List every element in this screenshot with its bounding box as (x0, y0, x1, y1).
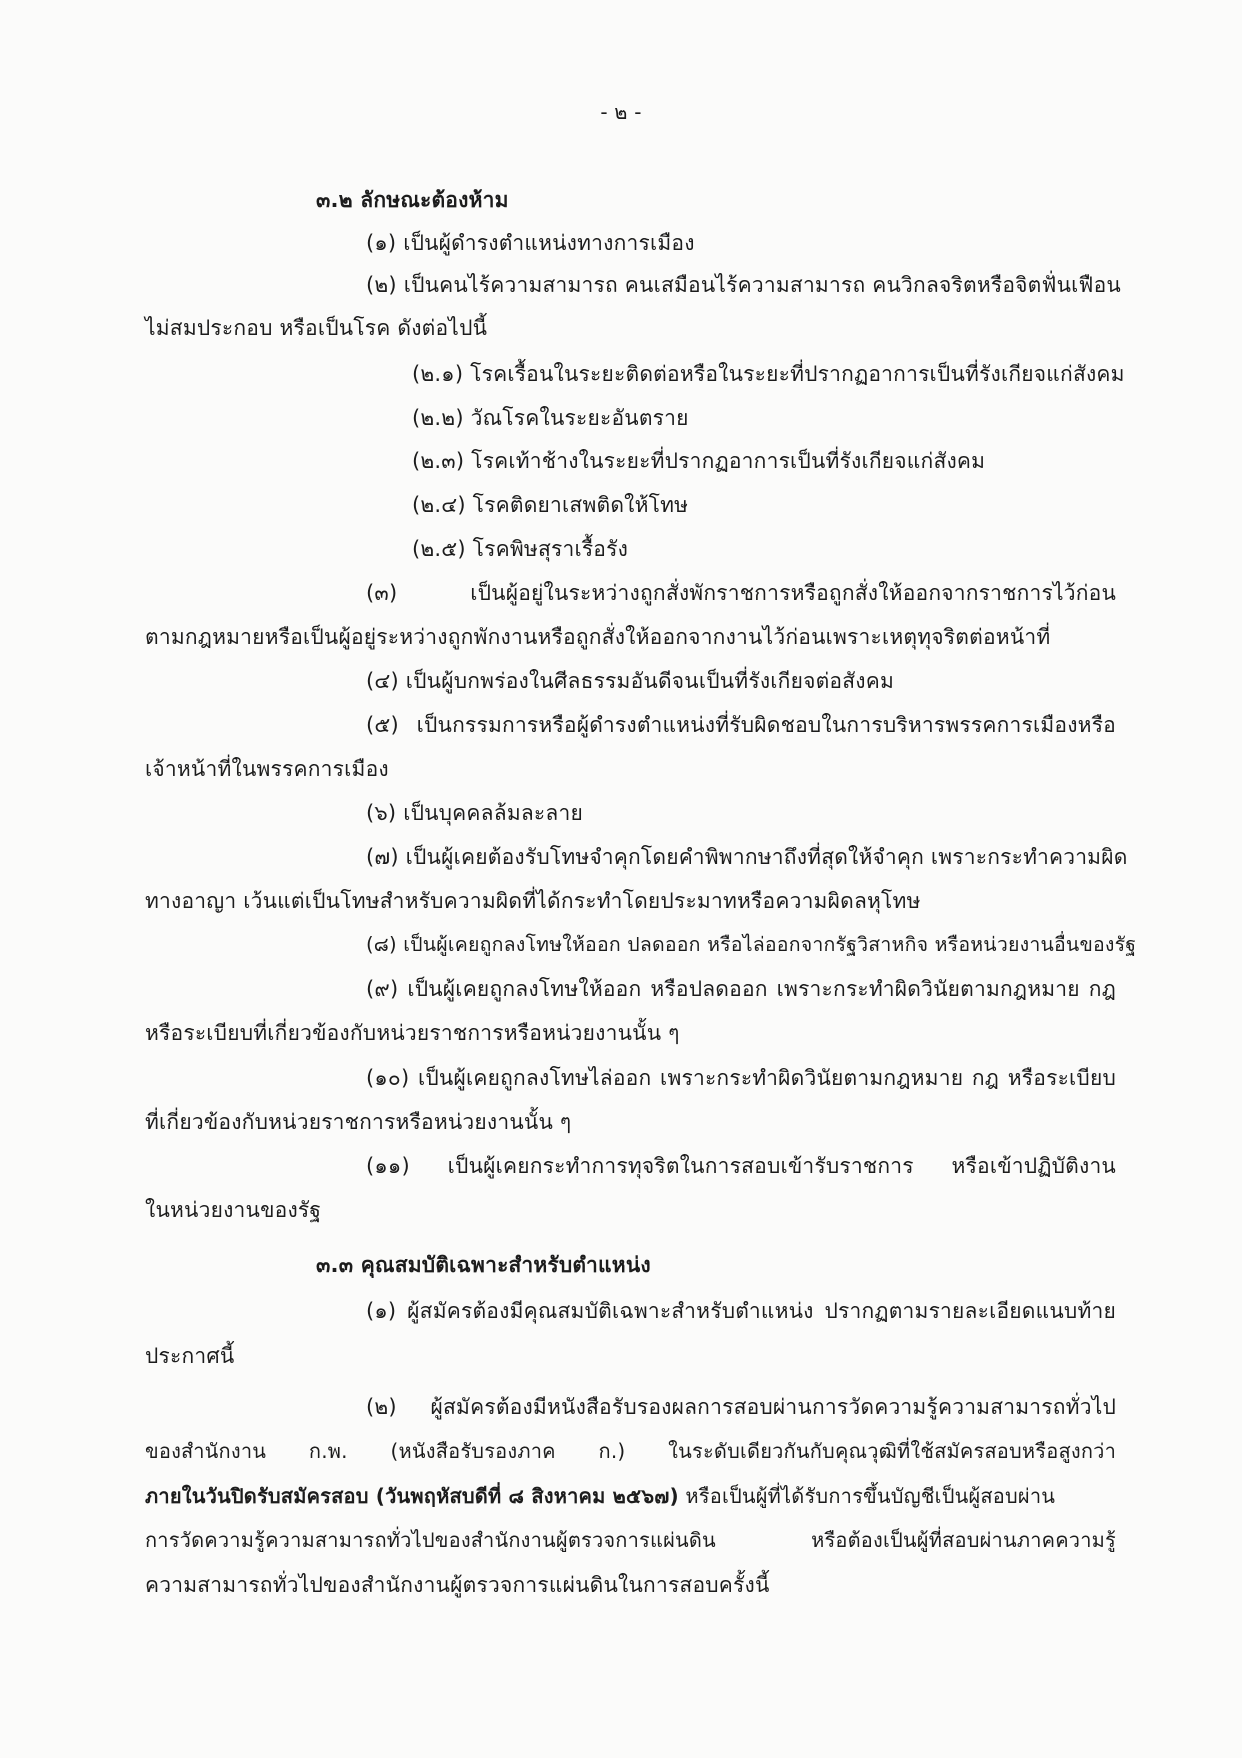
qual-2-line-3 (145, 1481, 1116, 1511)
qual-2-line-4: การวัดความรู้ความสามารถทั่วไปของสำนักงานผู้ตรวจการแผ่นดิน หรือต้องเป็นผู้ที่สอบผ่านภาคความรู้ (145, 1528, 1116, 1552)
item-2-line-2: ไม่สมประกอบ หรือเป็นโรค ดังต่อไปนี้ (145, 316, 488, 340)
item-2-line-1: (๒) เป็นคนไร้ความสามารถ คนเสมือนไร้ความสามารถ คนวิกลจริตหรือจิตฟั่นเฟือน (366, 273, 1121, 297)
item-11-line-2: ในหน่วยงานของรัฐ (145, 1198, 322, 1222)
item-2-4: (๒.๔) โรคติดยาเสพติดให้โทษ (412, 493, 689, 517)
qual-2-line-1: (๒) ผู้สมัครต้องมีหนังสือรับรองผลการสอบผ่านการวัดความรู้ความสามารถทั่วไป (366, 1395, 1116, 1419)
item-10-line-1: (๑๐) เป็นผู้เคยถูกลงโทษไล่ออก เพราะกระทำผิดวินัยตามกฎหมาย กฎ หรือระเบียบ (366, 1066, 1116, 1090)
item-2-3: (๒.๓) โรคเท้าช้างในระยะที่ปรากฏอาการเป็นที่รังเกียจแก่สังคม (412, 449, 986, 473)
section-3-2-heading: ๓.๒ ลักษณะต้องห้าม (316, 188, 509, 212)
page-number: - ๒ - (600, 100, 642, 124)
item-7-line-2: ทางอาญา เว้นแต่เป็นโทษสำหรับความผิดที่ได้กระทำโดยประมาทหรือความผิดลหุโทษ (145, 889, 921, 913)
qual-2-line-2: ของสำนักงาน ก.พ. (หนังสือรับรองภาค ก.) ในระดับเดียวกันกับคุณวุฒิที่ใช้สมัครสอบหรือสูงกว่า (145, 1439, 1116, 1463)
item-1: (๑) เป็นผู้ดำรงตำแหน่งทางการเมือง (366, 231, 695, 255)
item-3-line-1: (๓) เป็นผู้อยู่ในระหว่างถูกสั่งพักราชการหรือถูกสั่งให้ออกจากราชการไว้ก่อน (366, 581, 1116, 605)
item-4: (๔) เป็นผู้บกพร่องในศีลธรรมอันดีจนเป็นที่รังเกียจต่อสังคม (366, 669, 895, 693)
qual-2-line-5: ความสามารถทั่วไปของสำนักงานผู้ตรวจการแผ่นดินในการสอบครั้งนี้ (145, 1573, 770, 1597)
item-10-line-2: ที่เกี่ยวข้องกับหน่วยราชการหรือหน่วยงานนั้น ๆ (145, 1110, 572, 1134)
item-11-line-1: (๑๑) เป็นผู้เคยกระทำการทุจริตในการสอบเข้ารับราชการ หรือเข้าปฏิบัติงาน (366, 1154, 1116, 1178)
item-3-line-2: ตามกฎหมายหรือเป็นผู้อยู่ระหว่างถูกพักงานหรือถูกสั่งให้ออกจากงานไว้ก่อนเพราะเหตุทุจริตต่อหน้าที่ (145, 625, 1051, 649)
qual-1-line-1: (๑) ผู้สมัครต้องมีคุณสมบัติเฉพาะสำหรับตำแหน่ง ปรากฏตามรายละเอียดแนบท้าย (366, 1299, 1116, 1323)
item-2-2: (๒.๒) วัณโรคในระยะอันตราย (412, 406, 689, 430)
item-9-line-1: (๙) เป็นผู้เคยถูกลงโทษให้ออก หรือปลดออก เพราะกระทำผิดวินัยตามกฎหมาย กฎ (366, 977, 1116, 1001)
item-6: (๖) เป็นบุคคลล้มละลาย (366, 801, 583, 825)
item-9-line-2: หรือระเบียบที่เกี่ยวข้องกับหน่วยราชการหรือหน่วยงานนั้น ๆ (145, 1021, 680, 1045)
qual-1-line-2: ประกาศนี้ (145, 1344, 235, 1368)
item-2-5: (๒.๕) โรคพิษสุราเรื้อรัง (412, 537, 629, 561)
item-5-line-2: เจ้าหน้าที่ในพรรคการเมือง (145, 757, 389, 781)
item-5-line-1: (๕) เป็นกรรมการหรือผู้ดำรงตำแหน่งที่รับผิดชอบในการบริหารพรรคการเมืองหรือ (366, 713, 1116, 737)
section-3-3-heading: ๓.๓ คุณสมบัติเฉพาะสำหรับตำแหน่ง (316, 1253, 651, 1277)
item-2-1: (๒.๑) โรคเรื้อนในระยะติดต่อหรือในระยะที่ปรากฏอาการเป็นที่รังเกียจแก่สังคม (412, 362, 1125, 386)
qual-2-line-3-rest: หรือเป็นผู้ที่ได้รับการขึ้นบัญชีเป็นผู้สอบผ่าน (678, 1484, 1056, 1508)
item-7-line-1: (๗) เป็นผู้เคยต้องรับโทษจำคุกโดยคำพิพากษาถึงที่สุดให้จำคุก เพราะกระทำความผิด (366, 845, 1128, 869)
item-8: (๘) เป็นผู้เคยถูกลงโทษให้ออก ปลดออก หรือไล่ออกจากรัฐวิสาหกิจ หรือหน่วยงานอื่นของรัฐ (366, 933, 1137, 956)
closing-date-bold: ภายในวันปิดรับสมัครสอบ (วันพฤหัสบดีที่ ๘ สิงหาคม ๒๕๖๗) (145, 1484, 679, 1508)
